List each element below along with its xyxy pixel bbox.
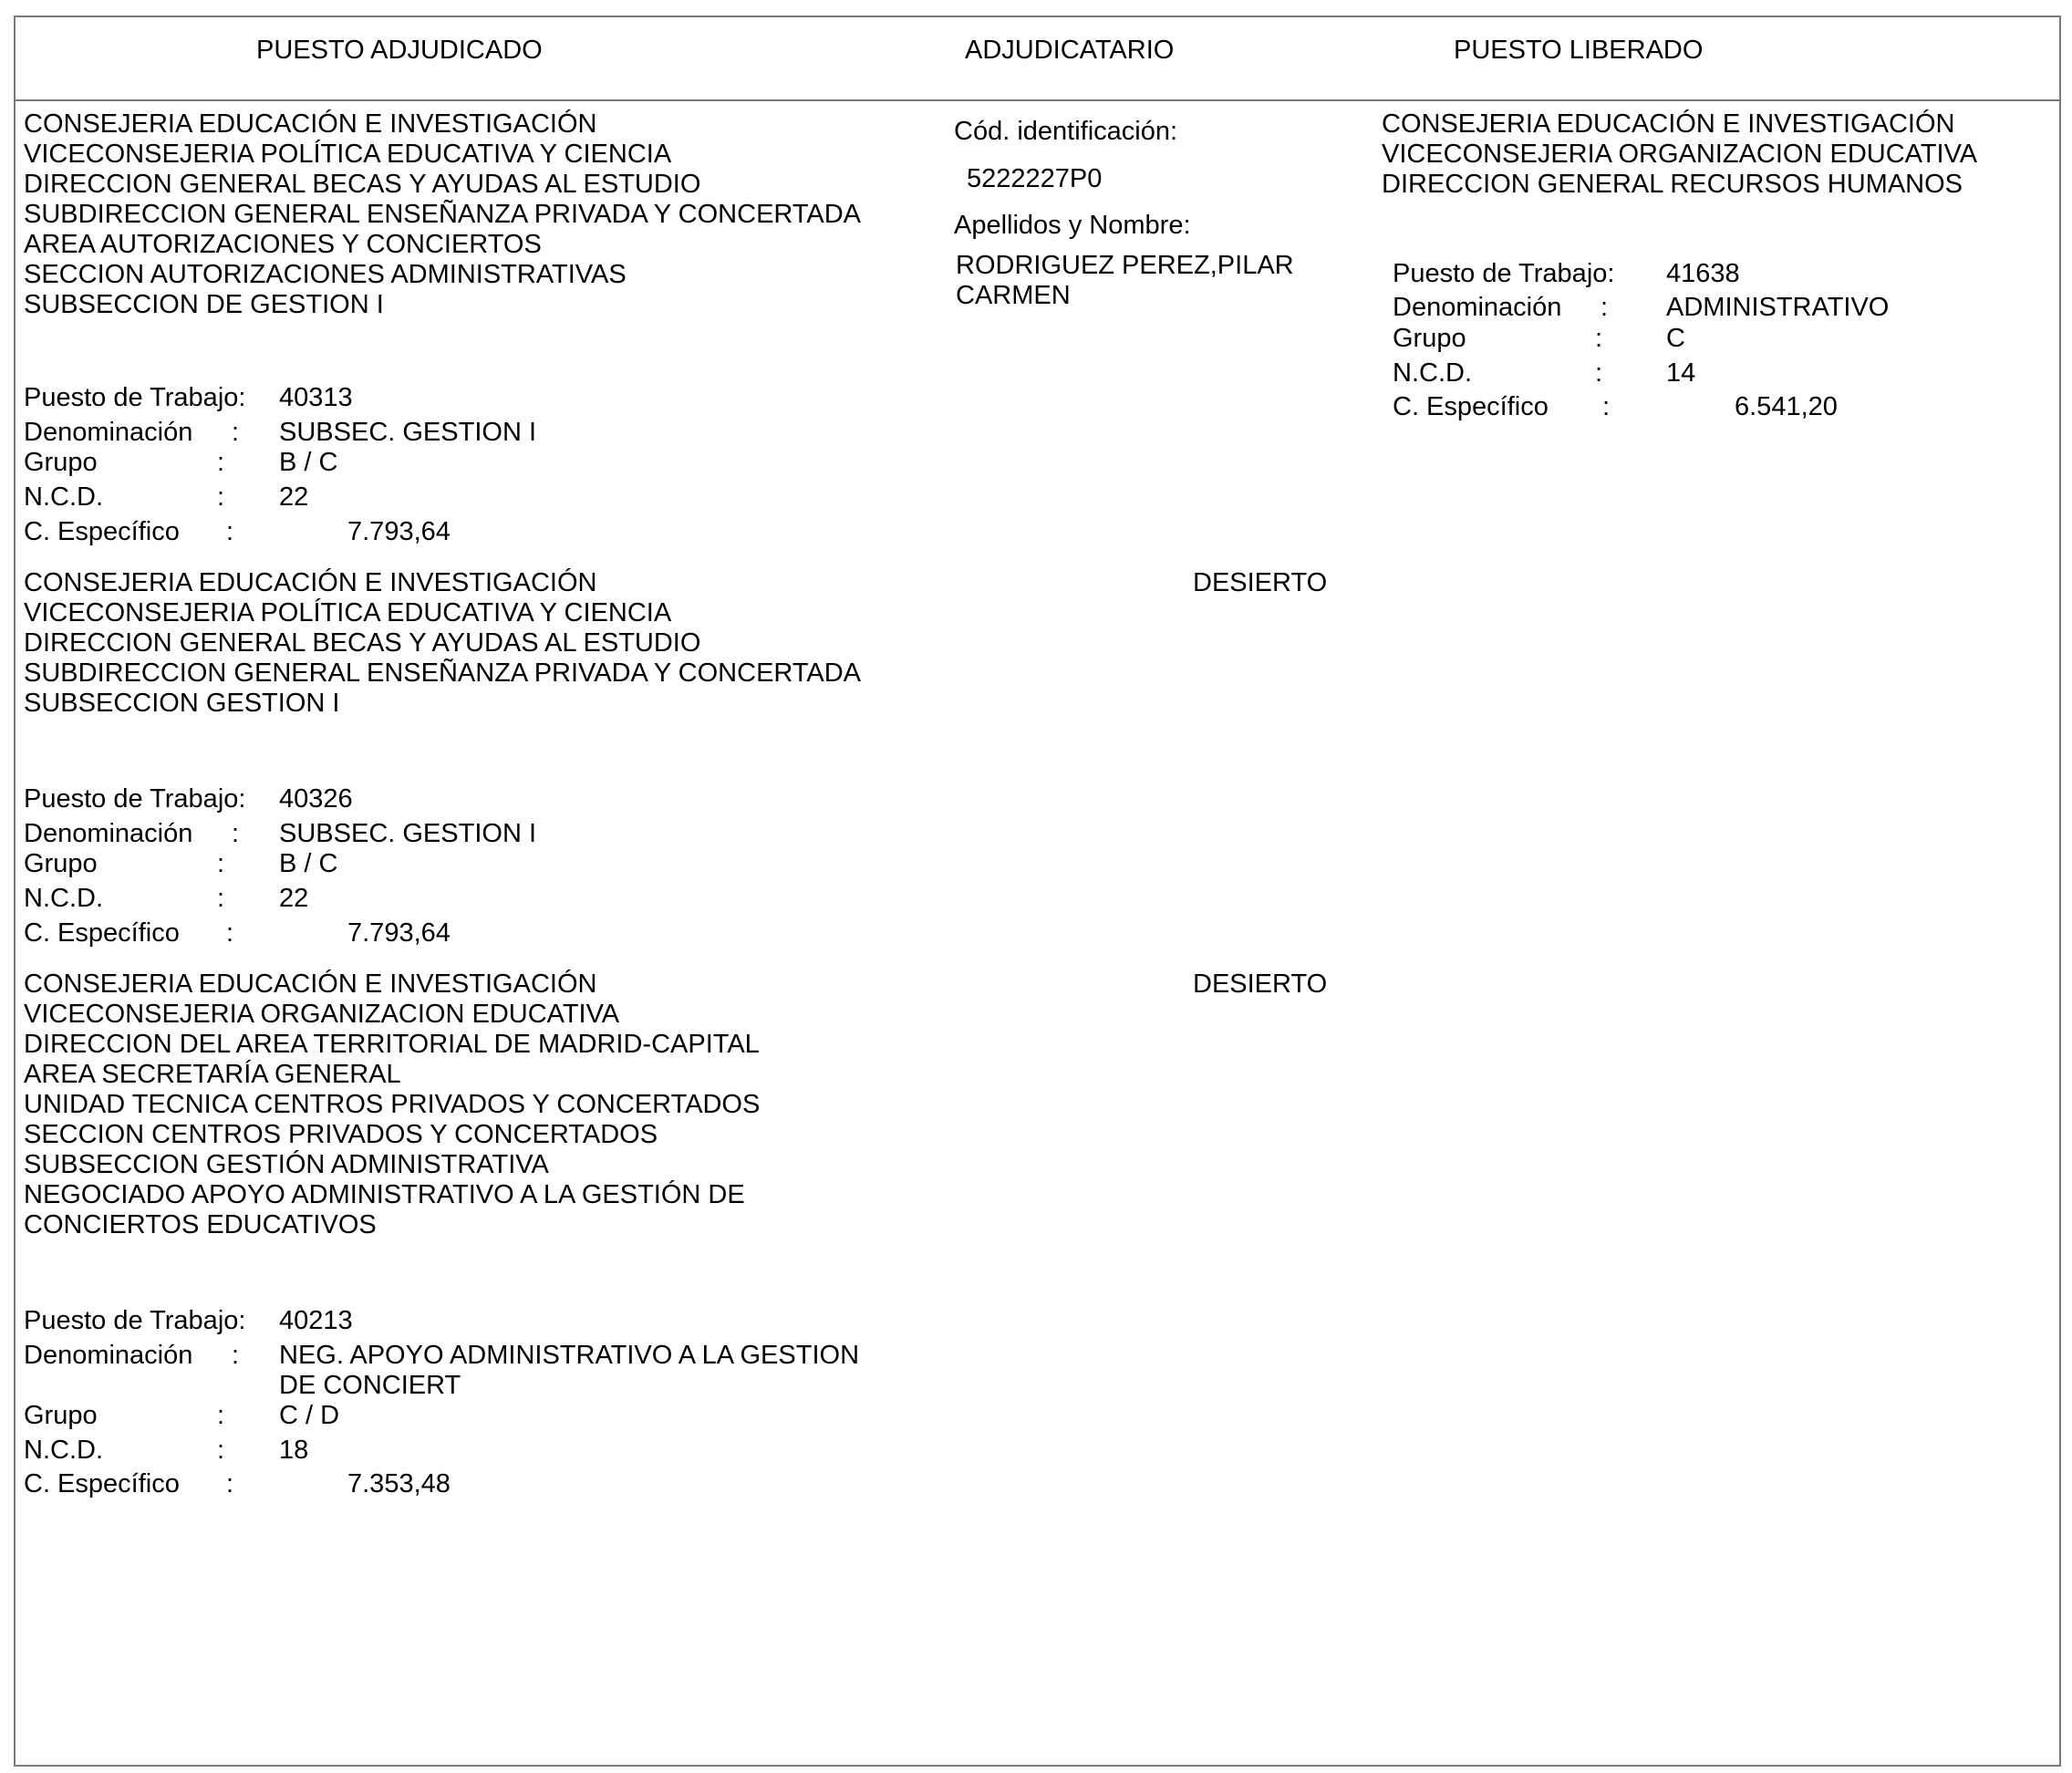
value-ncd: 18 <box>279 1436 309 1465</box>
label-ncd: N.C.D. <box>24 1436 103 1465</box>
org-line: SECCION CENTROS PRIVADOS Y CONCERTADOS <box>24 1120 658 1149</box>
header-adjudicatario: ADJUDICATARIO <box>965 36 1175 65</box>
org-line: UNIDAD TECNICA CENTROS PRIVADOS Y CONCERTADOS <box>24 1090 761 1119</box>
org-line: CONSEJERIA EDUCACIÓN E INVESTIGACIÓN <box>24 568 597 597</box>
label-puesto: Puesto de Trabajo: <box>24 784 246 814</box>
colon: : <box>217 849 225 878</box>
label-puesto: Puesto de Trabajo: <box>1393 259 1615 288</box>
label-ncd: N.C.D. <box>24 884 103 913</box>
colon: : <box>217 482 225 512</box>
label-grupo: Grupo <box>24 849 98 878</box>
label-especifico: C. Específico <box>24 918 180 948</box>
value-puesto: 40213 <box>279 1306 353 1335</box>
colon: : <box>232 418 240 447</box>
label-grupo: Grupo <box>24 448 98 477</box>
org-line: DIRECCION GENERAL BECAS Y AYUDAS AL ESTUDIO <box>24 170 701 199</box>
colon: : <box>217 1401 225 1430</box>
colon: : <box>1595 324 1603 353</box>
value-puesto: 40313 <box>279 383 353 412</box>
org-line: CONCIERTOS EDUCATIVOS <box>24 1210 377 1239</box>
org-line: AREA AUTORIZACIONES Y CONCIERTOS <box>24 230 542 259</box>
org-line: DIRECCION GENERAL BECAS Y AYUDAS AL ESTUDIO <box>24 628 701 658</box>
value-puesto: 41638 <box>1666 259 1740 288</box>
org-line: CONSEJERIA EDUCACIÓN E INVESTIGACIÓN <box>24 969 597 999</box>
colon: : <box>226 1469 234 1498</box>
label-puesto: Puesto de Trabajo: <box>24 383 246 412</box>
org-line: VICECONSEJERIA POLÍTICA EDUCATIVA Y CIENCIA <box>24 598 672 627</box>
colon: : <box>226 918 234 948</box>
colon: : <box>217 448 225 477</box>
value-grupo: C / D <box>279 1401 340 1430</box>
label-ncd: N.C.D. <box>24 482 103 512</box>
org-line: VICECONSEJERIA POLÍTICA EDUCATIVA Y CIENCIA <box>24 140 672 169</box>
label-especifico: C. Específico <box>1393 392 1549 421</box>
value-denominacion: ADMINISTRATIVO <box>1666 293 1890 322</box>
org-line: SUBSECCION GESTION I <box>24 689 340 718</box>
value-denominacion: SUBSEC. GESTION I <box>279 819 536 848</box>
org-line: SUBDIRECCION GENERAL ENSEÑANZA PRIVADA Y CONCERTADA <box>24 200 862 229</box>
value-grupo: B / C <box>279 849 338 878</box>
value-cod-identificacion: 5222227P0 <box>967 164 1103 193</box>
org-line: SECCION AUTORIZACIONES ADMINISTRATIVAS <box>24 260 627 289</box>
org-line: DIRECCION GENERAL RECURSOS HUMANOS <box>1382 170 1963 199</box>
colon: : <box>1602 392 1611 421</box>
label-puesto: Puesto de Trabajo: <box>24 1306 246 1335</box>
org-line: VICECONSEJERIA ORGANIZACION EDUCATIVA <box>24 1000 620 1029</box>
header-divider <box>14 99 2061 101</box>
value-ncd: 14 <box>1666 358 1696 388</box>
colon: : <box>217 1436 225 1465</box>
colon: : <box>217 884 225 913</box>
org-line: CONSEJERIA EDUCACIÓN E INVESTIGACIÓN <box>24 109 597 139</box>
label-especifico: C. Específico <box>24 1469 180 1498</box>
value-denominacion: SUBSEC. GESTION I <box>279 418 536 447</box>
value-especifico: 7.353,48 <box>347 1469 451 1498</box>
value-especifico: 6.541,20 <box>1735 392 1838 421</box>
org-line: NEGOCIADO APOYO ADMINISTRATIVO A LA GESTIÓN DE <box>24 1180 745 1209</box>
status-desierto: DESIERTO <box>1193 568 1328 597</box>
value-ncd: 22 <box>279 482 309 512</box>
value-nombre: RODRIGUEZ PEREZ,PILAR <box>956 251 1294 280</box>
colon: : <box>232 1341 240 1370</box>
label-grupo: Grupo <box>24 1401 98 1430</box>
label-denominacion: Denominación <box>24 1341 193 1370</box>
org-line: DIRECCION DEL AREA TERRITORIAL DE MADRID-CAPITAL <box>24 1030 760 1059</box>
label-especifico: C. Específico <box>24 517 180 546</box>
value-especifico: 7.793,64 <box>347 918 451 948</box>
value-puesto: 40326 <box>279 784 353 814</box>
value-denominacion: NEG. APOYO ADMINISTRATIVO A LA GESTION <box>279 1341 860 1370</box>
value-grupo: C <box>1666 324 1685 353</box>
status-desierto: DESIERTO <box>1193 969 1328 999</box>
colon: : <box>232 819 240 848</box>
label-cod-identificacion: Cód. identificación: <box>954 117 1178 146</box>
label-denominacion: Denominación <box>24 819 193 848</box>
label-ncd: N.C.D. <box>1393 358 1472 388</box>
label-denominacion: Denominación <box>24 418 193 447</box>
org-line: SUBSECCION DE GESTION I <box>24 290 384 319</box>
org-line: AREA SECRETARÍA GENERAL <box>24 1060 401 1089</box>
org-line: CONSEJERIA EDUCACIÓN E INVESTIGACIÓN <box>1382 109 1955 139</box>
value-nombre: CARMEN <box>956 281 1071 310</box>
org-line: VICECONSEJERIA ORGANIZACION EDUCATIVA <box>1382 140 1978 169</box>
org-line: SUBSECCION GESTIÓN ADMINISTRATIVA <box>24 1150 549 1179</box>
header-puesto-adjudicado: PUESTO ADJUDICADO <box>256 36 543 65</box>
org-line: SUBDIRECCION GENERAL ENSEÑANZA PRIVADA Y CONCERTADA <box>24 658 862 688</box>
label-denominacion: Denominación <box>1393 293 1562 322</box>
colon: : <box>1601 293 1609 322</box>
colon: : <box>1595 358 1603 388</box>
label-apellidos-nombre: Apellidos y Nombre: <box>954 211 1191 240</box>
value-grupo: B / C <box>279 448 338 477</box>
colon: : <box>226 517 234 546</box>
label-grupo: Grupo <box>1393 324 1466 353</box>
value-denominacion: DE CONCIERT <box>279 1371 461 1400</box>
header-puesto-liberado: PUESTO LIBERADO <box>1454 36 1704 65</box>
value-ncd: 22 <box>279 884 309 913</box>
value-especifico: 7.793,64 <box>347 517 451 546</box>
